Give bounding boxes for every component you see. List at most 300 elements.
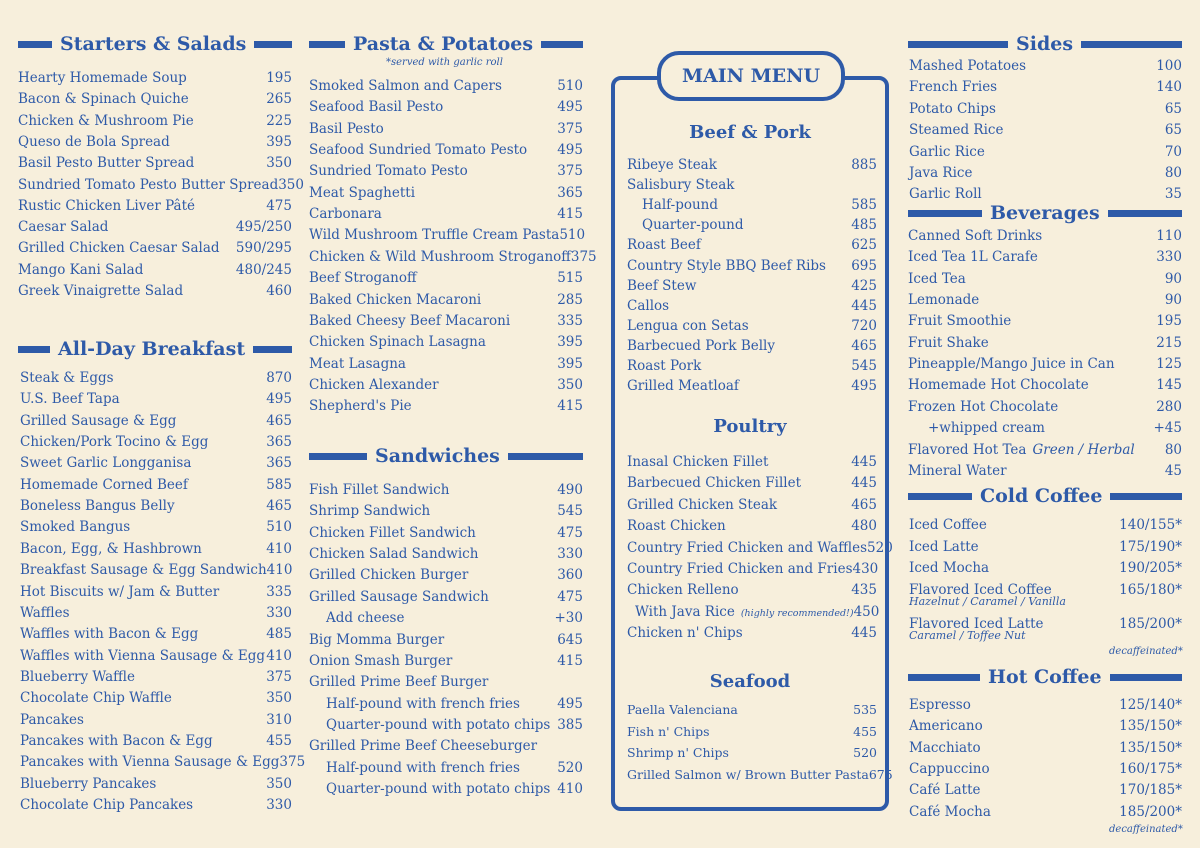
- menu-item: [309, 481, 583, 499]
- item-name: Big Momma Burger: [309, 631, 445, 648]
- menu-item: [20, 583, 292, 601]
- menu-item: [20, 433, 292, 451]
- item-name: Café Latte: [909, 782, 981, 799]
- menu-item: [309, 120, 583, 138]
- menu-item: [309, 524, 583, 542]
- menu-item: [909, 538, 1182, 556]
- item-price: 475: [557, 588, 583, 605]
- menu-item: [20, 604, 292, 622]
- item-name: Steamed Rice: [909, 122, 1004, 139]
- item-price: 80: [1164, 165, 1182, 181]
- menu-item: [18, 90, 292, 108]
- item-price: 490: [557, 482, 583, 498]
- menu-item: [20, 775, 292, 793]
- item-price: 185/200*: [1119, 616, 1182, 632]
- menu-item: [627, 474, 877, 492]
- menu-item: [309, 376, 583, 394]
- item-price: 330: [1156, 249, 1182, 266]
- item-name: With Java Rice (highly recommended!): [635, 603, 854, 620]
- menu-item: [908, 441, 1182, 459]
- item-price: 545: [851, 358, 877, 374]
- item-name: Iced Coffee: [909, 517, 987, 533]
- menu-item: [20, 668, 292, 686]
- menu-item: [635, 603, 880, 623]
- menu-item: [309, 77, 583, 95]
- menu-item: [326, 609, 583, 627]
- item-name: French Fries: [909, 79, 998, 96]
- item-price: 80: [1164, 441, 1182, 458]
- section-title: Cold Coffee: [980, 485, 1103, 507]
- item-price: 225: [266, 112, 292, 129]
- menu-item: [908, 376, 1182, 394]
- item-name: Callos: [627, 297, 670, 314]
- menu-item: [909, 803, 1182, 821]
- item-price: 695: [851, 257, 877, 274]
- item-price: 375: [279, 754, 306, 771]
- menu-item: [909, 143, 1182, 161]
- menu-item: [18, 239, 292, 257]
- item-name: Pineapple/Mango Juice in Can: [908, 356, 1115, 373]
- item-name: Rustic Chicken Liver Pâté: [18, 197, 196, 214]
- item-name: Fruit Smoothie: [908, 313, 1012, 330]
- menu-item: [309, 397, 583, 415]
- item-price: 385: [557, 716, 583, 733]
- menu-item: [627, 317, 877, 335]
- item-name: Seafood Basil Pesto: [309, 99, 444, 116]
- item-price: 65: [1164, 122, 1182, 139]
- item-price: 135/150*: [1119, 739, 1182, 756]
- item-price: 160/175*: [1119, 761, 1182, 778]
- item-name: Roast Pork: [627, 358, 702, 374]
- item-price: 435: [851, 582, 877, 599]
- item-price: 175/190*: [1119, 538, 1182, 555]
- item-name: Smoked Bangus: [20, 519, 131, 536]
- item-name: Macchiato: [909, 739, 981, 756]
- item-name: Wild Mushroom Truffle Cream Pasta: [309, 227, 560, 244]
- hot-footnote: decaffeinated*: [1109, 824, 1183, 835]
- item-name: Salisbury Steak: [627, 177, 735, 194]
- poultry-heading: Poultry: [713, 416, 787, 437]
- menu-item: [627, 236, 877, 254]
- menu-item: [20, 476, 292, 494]
- menu-item: [309, 355, 583, 373]
- sides-heading: [908, 33, 1182, 55]
- cold-coffee-heading: [908, 485, 1182, 507]
- menu-item: [18, 133, 292, 151]
- item-price: 465: [266, 498, 292, 515]
- item-name: Grilled Chicken Steak: [627, 496, 778, 513]
- item-name: Hearty Homemade Soup: [18, 70, 187, 86]
- item-name: Flavored Iced Coffee: [909, 581, 1052, 598]
- item-price: 585: [851, 197, 877, 214]
- item-price: +30: [554, 610, 583, 627]
- item-price: 330: [266, 604, 292, 621]
- item-price: 495: [557, 695, 583, 712]
- item-price: 65: [1164, 100, 1182, 117]
- item-price: +45: [1153, 420, 1182, 437]
- item-name: Chicken & Wild Mushroom Stroganoff: [309, 248, 571, 265]
- menu-item: [20, 540, 292, 558]
- item-price: 495: [557, 142, 583, 159]
- item-name: Fish Fillet Sandwich: [309, 482, 450, 498]
- item-price: 195: [266, 70, 292, 86]
- item-name: Chocolate Chip Pancakes: [20, 797, 194, 813]
- item-price: 195: [1156, 313, 1182, 330]
- section-title: Sandwiches: [375, 445, 500, 467]
- item-price: 215: [1156, 334, 1182, 351]
- item-price: 70: [1164, 143, 1182, 160]
- menu-item: [909, 760, 1182, 778]
- menu-item: [928, 419, 1182, 437]
- menu-item: [20, 625, 292, 643]
- item-name: Half-pound with french fries: [326, 695, 520, 712]
- menu-item: [909, 559, 1182, 577]
- pasta-heading: [309, 33, 583, 55]
- item-price: 720: [851, 317, 877, 334]
- item-subtext: Hazelnut / Caramel / Vanilla: [909, 594, 1066, 608]
- menu-item: [627, 277, 877, 295]
- item-price: 480/245: [235, 261, 292, 278]
- item-price: 350: [557, 376, 583, 393]
- item-name: Homemade Hot Chocolate: [908, 377, 1089, 394]
- item-name: Roast Chicken: [627, 518, 726, 535]
- item-name: Espresso: [909, 697, 971, 713]
- menu-item: [20, 796, 292, 814]
- menu-item: [909, 781, 1182, 799]
- item-price: 285: [557, 291, 583, 308]
- item-name: Baked Chicken Macaroni: [309, 291, 482, 308]
- item-price: 125: [1156, 356, 1182, 373]
- menu-item: [627, 357, 877, 375]
- item-price: 585: [266, 476, 292, 493]
- menu-item: [309, 248, 597, 266]
- menu-item: [627, 257, 877, 275]
- item-name: Steak & Eggs: [20, 370, 114, 386]
- item-price: 510: [559, 227, 586, 244]
- main-menu-title: MAIN MENU: [657, 51, 845, 101]
- menu-item: [909, 164, 1182, 182]
- item-price: 475: [266, 197, 292, 214]
- menu-item: [908, 355, 1182, 373]
- item-price: 365: [557, 184, 583, 201]
- item-note: Green / Herbal: [1032, 441, 1135, 458]
- menu-item: [627, 701, 877, 719]
- item-price: 495: [266, 391, 292, 408]
- item-name: Meat Lasagna: [309, 355, 406, 372]
- menu-item: [309, 545, 583, 563]
- item-price: 350: [266, 690, 292, 707]
- menu-item: [908, 398, 1182, 416]
- item-name: Pancakes with Vienna Sausage & Egg: [20, 754, 280, 771]
- menu-item: [18, 154, 292, 172]
- item-price: 465: [851, 337, 877, 354]
- menu-item: [908, 270, 1182, 288]
- breakfast-heading: [18, 338, 292, 360]
- item-name: Breakfast Sausage & Egg Sandwich: [20, 562, 267, 579]
- item-price: 475: [557, 524, 583, 541]
- item-price: 100: [1156, 58, 1182, 74]
- item-name: Shrimp n' Chips: [627, 745, 729, 760]
- item-name: Grilled Prime Beef Cheeseburger: [309, 738, 538, 755]
- hot-coffee-heading: [908, 666, 1182, 688]
- item-price: 510: [266, 519, 292, 536]
- menu-item: [309, 588, 583, 606]
- starters-heading: [18, 33, 292, 55]
- sandwiches-heading: [309, 445, 583, 467]
- item-name: Barbecued Pork Belly: [627, 337, 775, 354]
- cold-footnote: decaffeinated*: [1109, 646, 1183, 657]
- item-name: Country Fried Chicken and Fries: [627, 561, 853, 577]
- menu-item: [627, 453, 877, 471]
- menu-item: [627, 624, 877, 642]
- item-name: Barbecued Chicken Fillet: [627, 475, 802, 492]
- item-price: 375: [557, 120, 583, 137]
- item-name: Canned Soft Drinks: [908, 228, 1043, 244]
- item-price: 185/200*: [1119, 803, 1182, 820]
- menu-item: [309, 205, 583, 223]
- item-price: 360: [557, 567, 583, 584]
- menu-item: [627, 176, 877, 194]
- item-name: Frozen Hot Chocolate: [908, 398, 1059, 415]
- item-name: Queso de Bola Spread: [18, 133, 170, 150]
- item-name: Fruit Shake: [908, 334, 989, 351]
- item-name: Basil Pesto Butter Spread: [18, 155, 195, 172]
- menu-item: [627, 496, 877, 514]
- item-price: 870: [266, 370, 292, 386]
- item-price: 125/140*: [1119, 697, 1182, 713]
- item-name: Quarter-pound with potato chips: [326, 781, 551, 798]
- menu-item: [627, 766, 893, 784]
- section-title: All-Day Breakfast: [58, 338, 246, 360]
- menu-item: [909, 696, 1182, 714]
- item-price: 310: [266, 711, 292, 728]
- item-price: 140/155*: [1119, 517, 1182, 533]
- item-price: 590/295: [235, 240, 292, 257]
- item-price: 190/205*: [1119, 560, 1182, 576]
- menu-item: [18, 176, 304, 194]
- item-price: 645: [557, 631, 583, 648]
- menu-item: [20, 412, 292, 430]
- item-name: Cappuccino: [909, 761, 990, 778]
- item-price: 450: [853, 603, 880, 620]
- menu-item: [309, 141, 583, 159]
- item-price: 350: [266, 775, 292, 792]
- item-price: 465: [851, 496, 877, 513]
- menu-item: [309, 269, 583, 287]
- item-price: 445: [851, 297, 877, 314]
- menu-item: [309, 162, 583, 180]
- menu-item: [18, 218, 292, 236]
- menu-item: [908, 227, 1182, 245]
- item-price: 520: [867, 539, 893, 556]
- item-name: Grilled Chicken Burger: [309, 567, 469, 584]
- item-price: 415: [557, 206, 583, 223]
- item-price: 520: [853, 745, 877, 760]
- item-price: 445: [851, 454, 877, 470]
- menu-item: [20, 732, 292, 750]
- menu-item: [627, 744, 877, 762]
- item-name: Waffles with Bacon & Egg: [20, 626, 199, 643]
- menu-item: [326, 759, 583, 777]
- item-name: Iced Tea 1L Carafe: [908, 249, 1038, 266]
- item-name: Shrimp Sandwich: [309, 503, 431, 520]
- item-price: 485: [266, 626, 292, 643]
- menu-item: [309, 737, 583, 755]
- item-price: 485: [851, 217, 877, 234]
- menu-item: [20, 647, 292, 665]
- item-name: Waffles with Vienna Sausage & Egg: [20, 647, 266, 664]
- item-price: 330: [557, 546, 583, 563]
- menu-item: [309, 184, 583, 202]
- menu-item: [909, 516, 1182, 534]
- item-name: Blueberry Pancakes: [20, 775, 157, 792]
- item-price: 395: [266, 133, 292, 150]
- menu-item: [309, 98, 583, 116]
- item-name: Seafood Sundried Tomato Pesto: [309, 142, 528, 159]
- item-name: Grilled Sausage Sandwich: [309, 588, 489, 605]
- item-price: 135/150*: [1119, 718, 1182, 735]
- item-name: Hot Biscuits w/ Jam & Butter: [20, 583, 220, 600]
- item-name: Chicken Relleno: [627, 582, 739, 599]
- item-price: 90: [1164, 292, 1182, 309]
- item-name: Lengua con Setas: [627, 317, 749, 334]
- item-name: Chicken Spinach Lasagna: [309, 334, 486, 351]
- menu-item: [309, 566, 583, 584]
- item-price: 455: [266, 732, 292, 749]
- item-price: 465: [266, 412, 292, 429]
- item-name: Pancakes with Bacon & Egg: [20, 732, 213, 749]
- item-price: 410: [266, 562, 293, 579]
- item-name: Potato Chips: [909, 100, 996, 117]
- item-price: 350: [266, 155, 292, 172]
- menu-item: [20, 369, 292, 387]
- item-name: Homemade Corned Beef: [20, 476, 188, 493]
- item-name: Chicken Fillet Sandwich: [309, 524, 476, 541]
- item-name: Boneless Bangus Belly: [20, 498, 175, 515]
- item-price: 145: [1156, 377, 1182, 394]
- item-name: Iced Mocha: [909, 560, 990, 576]
- item-name: Flavored Iced Latte: [909, 616, 1044, 632]
- item-name: Beef Stroganoff: [309, 270, 417, 287]
- item-name: Fish n' Chips: [627, 723, 710, 739]
- menu-item: [642, 196, 877, 214]
- item-name: Sweet Garlic Longganisa: [20, 455, 192, 472]
- item-price: 35: [1164, 186, 1182, 203]
- menu-item: [909, 717, 1182, 735]
- item-price: 335: [266, 583, 292, 600]
- item-name: Chicken n' Chips: [627, 625, 743, 642]
- item-price: 280: [1156, 398, 1182, 415]
- menu-item: [309, 502, 583, 520]
- item-name: Half-pound with french fries: [326, 759, 520, 776]
- menu-item: [627, 517, 877, 535]
- item-price: 170/185*: [1119, 782, 1182, 799]
- menu-item: [627, 723, 877, 741]
- section-title: Sides: [1016, 33, 1074, 55]
- item-price: 110: [1156, 228, 1182, 244]
- item-name: Chicken Alexander: [309, 376, 439, 393]
- menu-item: [309, 673, 583, 691]
- item-price: 415: [557, 398, 583, 415]
- menu-item: [20, 497, 292, 515]
- item-name: Beef Stew: [627, 277, 697, 294]
- item-price: 510: [557, 78, 583, 94]
- item-name: Add cheese: [326, 610, 405, 627]
- item-price: 410: [266, 540, 292, 557]
- item-name: Blueberry Waffle: [20, 668, 136, 685]
- item-price: 375: [570, 248, 597, 265]
- item-name: Baked Cheesy Beef Macaroni: [309, 312, 511, 329]
- menu-item: [20, 561, 292, 579]
- item-price: 365: [266, 455, 292, 472]
- menu-item: [326, 695, 583, 713]
- menu-item: [909, 78, 1182, 96]
- beef-pork-heading: Beef & Pork: [689, 122, 811, 143]
- item-price: 480: [851, 518, 877, 535]
- item-price: 675: [868, 766, 893, 782]
- menu-item: [20, 689, 292, 707]
- menu-item: [627, 156, 877, 174]
- menu-item: [627, 539, 893, 557]
- item-price: 515: [557, 270, 583, 287]
- item-price: 520: [557, 759, 583, 776]
- item-name: Country Fried Chicken and Waffles: [627, 539, 868, 556]
- menu-item: [309, 312, 583, 330]
- item-name: Americano: [909, 718, 983, 735]
- item-name: Grilled Prime Beef Burger: [309, 674, 489, 691]
- menu-item: [908, 462, 1182, 480]
- menu-item: [627, 560, 877, 578]
- menu-item: [326, 716, 583, 734]
- item-name: Sundried Tomato Pesto Butter Spread: [18, 176, 279, 193]
- menu-item: [908, 291, 1182, 309]
- item-price: 885: [851, 157, 877, 173]
- item-price: 90: [1164, 270, 1182, 287]
- item-name: Grilled Sausage & Egg: [20, 412, 177, 429]
- item-price: 545: [557, 503, 583, 520]
- menu-item: [326, 780, 583, 798]
- item-price: 375: [557, 163, 583, 180]
- item-name: Grilled Chicken Caesar Salad: [18, 240, 220, 257]
- item-price: 330: [266, 797, 292, 813]
- item-name: U.S. Beef Tapa: [20, 391, 120, 408]
- section-title: Beverages: [990, 202, 1100, 224]
- item-price: 410: [266, 647, 292, 664]
- menu-item: [18, 282, 292, 300]
- item-name: Bacon & Spinach Quiche: [18, 91, 189, 108]
- item-name: Chocolate Chip Waffle: [20, 690, 172, 707]
- menu-item: [309, 226, 586, 244]
- item-name: Bacon, Egg, & Hashbrown: [20, 540, 202, 557]
- item-name: Grilled Salmon w/ Brown Butter Pasta: [627, 766, 869, 782]
- item-price: 625: [851, 237, 877, 254]
- item-price: 495: [557, 99, 583, 116]
- item-name: Quarter-pound: [642, 217, 744, 234]
- item-name: Café Mocha: [909, 803, 991, 820]
- item-name: Smoked Salmon and Capers: [309, 78, 502, 94]
- item-name: Iced Tea: [908, 270, 966, 287]
- item-name: Java Rice: [909, 165, 973, 181]
- item-name: Mango Kani Salad: [18, 261, 144, 278]
- menu-item: [309, 652, 583, 670]
- seafood-heading: Seafood: [709, 671, 791, 692]
- item-price: 460: [266, 283, 292, 299]
- item-price: 495/250: [235, 219, 292, 236]
- item-price: 395: [557, 334, 583, 351]
- item-name: Garlic Roll: [909, 186, 982, 203]
- item-subtext: Caramel / Toffee Nut: [909, 629, 1026, 642]
- item-price: 535: [853, 702, 877, 717]
